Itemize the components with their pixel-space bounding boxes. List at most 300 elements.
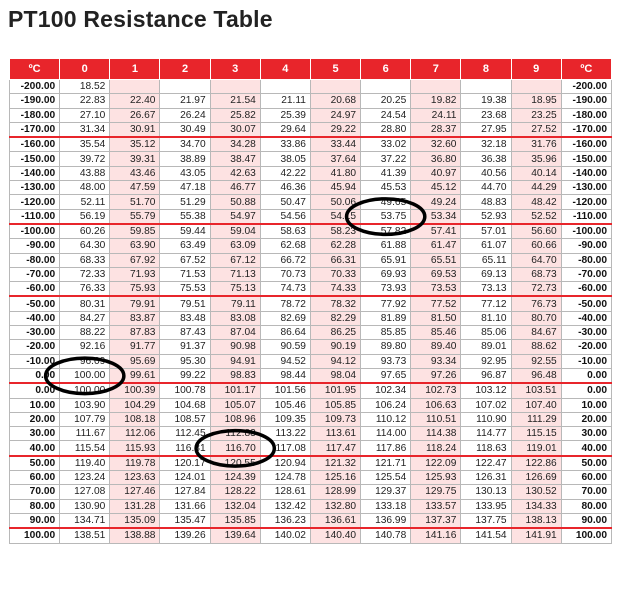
table-row (10, 253, 612, 267)
resistance-cell: 85.85 (361, 326, 411, 340)
table-row (10, 94, 612, 108)
resistance-cell: 128.99 (310, 485, 360, 499)
resistance-cell: 37.64 (310, 152, 360, 166)
table-row (10, 195, 612, 209)
resistance-cell: 122.47 (461, 456, 511, 471)
row-temperature-label-right: -150.00 (561, 152, 611, 166)
resistance-cell: 103.90 (60, 398, 110, 412)
row-temperature-label: 10.00 (10, 398, 60, 412)
resistance-cell: 71.53 (160, 267, 210, 281)
resistance-cell: 84.27 (60, 311, 110, 325)
row-temperature-label-right: -30.00 (561, 326, 611, 340)
resistance-cell: 117.86 (361, 441, 411, 456)
row-temperature-label: 40.00 (10, 441, 60, 456)
table-row (10, 456, 612, 471)
resistance-cell: 40.56 (461, 166, 511, 180)
resistance-cell: 77.92 (361, 296, 411, 311)
row-temperature-label-right: -80.00 (561, 253, 611, 267)
page-title: PT100 Resistance Table (8, 6, 273, 32)
resistance-cell: 51.29 (160, 195, 210, 209)
resistance-cell: 96.87 (461, 368, 511, 383)
resistance-cell: 129.75 (411, 485, 461, 499)
row-temperature-label-right: 50.00 (561, 456, 611, 471)
row-temperature-label: -50.00 (10, 296, 60, 311)
resistance-cell: 108.18 (110, 412, 160, 426)
table-row (10, 239, 612, 253)
resistance-cell: 86.25 (310, 326, 360, 340)
resistance-cell: 106.24 (361, 398, 411, 412)
resistance-cell: 141.16 (411, 528, 461, 543)
resistance-cell: 111.67 (60, 427, 110, 441)
resistance-cell: 75.93 (110, 282, 160, 297)
resistance-cell: 115.54 (60, 441, 110, 456)
resistance-cell: 61.47 (411, 239, 461, 253)
resistance-cell: 88.22 (60, 326, 110, 340)
resistance-cell: 48.83 (461, 195, 511, 209)
resistance-cell: 30.07 (210, 122, 260, 137)
resistance-cell: 69.93 (361, 267, 411, 281)
resistance-cell: 69.13 (461, 267, 511, 281)
resistance-cell: 68.73 (511, 267, 561, 281)
resistance-cell: 94.52 (260, 354, 310, 368)
resistance-cell: 124.78 (260, 471, 310, 485)
resistance-cell (210, 80, 260, 94)
resistance-cell: 130.13 (461, 485, 511, 499)
resistance-cell: 116.70 (210, 441, 260, 456)
row-temperature-label: -100.00 (10, 224, 60, 239)
resistance-cell: 23.68 (461, 108, 511, 122)
resistance-cell: 120.17 (160, 456, 210, 471)
resistance-cell: 108.57 (160, 412, 210, 426)
resistance-cell: 24.11 (411, 108, 461, 122)
resistance-cell: 24.54 (361, 108, 411, 122)
resistance-cell: 100.39 (110, 383, 160, 398)
resistance-cell: 133.18 (361, 499, 411, 513)
resistance-cell: 109.35 (260, 412, 310, 426)
resistance-cell: 110.90 (461, 412, 511, 426)
resistance-cell: 86.64 (260, 326, 310, 340)
resistance-cell: 83.87 (110, 311, 160, 325)
row-temperature-label-right: -110.00 (561, 209, 611, 224)
resistance-cell: 60.26 (60, 224, 110, 239)
resistance-cell: 35.12 (110, 137, 160, 152)
resistance-cell: 124.01 (160, 471, 210, 485)
table-row (10, 340, 612, 354)
resistance-cell: 52.52 (511, 209, 561, 224)
table-row (10, 412, 612, 426)
resistance-cell: 81.50 (411, 311, 461, 325)
row-temperature-label-right: -50.00 (561, 296, 611, 311)
resistance-cell (461, 80, 511, 94)
row-temperature-label: -40.00 (10, 311, 60, 325)
resistance-cell: 96.48 (511, 368, 561, 383)
row-temperature-label-right: -60.00 (561, 282, 611, 297)
row-temperature-label: 20.00 (10, 412, 60, 426)
resistance-cell: 73.13 (461, 282, 511, 297)
row-temperature-label-right: -200.00 (561, 80, 611, 94)
resistance-cell: 71.93 (110, 267, 160, 281)
resistance-cell: 45.12 (411, 181, 461, 195)
resistance-cell: 117.47 (310, 441, 360, 456)
resistance-cell: 65.11 (461, 253, 511, 267)
resistance-cell: 97.26 (411, 368, 461, 383)
table-row (10, 311, 612, 325)
row-temperature-label: -150.00 (10, 152, 60, 166)
resistance-cell: 61.07 (461, 239, 511, 253)
resistance-cell: 128.22 (210, 485, 260, 499)
row-temperature-label: -160.00 (10, 137, 60, 152)
resistance-cell: 87.83 (110, 326, 160, 340)
header-cell-digit-5: 5 (310, 59, 360, 80)
resistance-cell: 107.40 (511, 398, 561, 412)
resistance-cell: 48.42 (511, 195, 561, 209)
resistance-cell: 80.31 (60, 296, 110, 311)
resistance-cell: 54.97 (210, 209, 260, 224)
table-row (10, 499, 612, 513)
resistance-cell: 141.91 (511, 528, 561, 543)
resistance-cell: 113.22 (260, 427, 310, 441)
row-temperature-label-right: -40.00 (561, 311, 611, 325)
resistance-cell: 79.91 (110, 296, 160, 311)
resistance-cell: 18.52 (60, 80, 110, 94)
resistance-cell: 29.22 (310, 122, 360, 137)
resistance-cell: 26.24 (160, 108, 210, 122)
table-row (10, 427, 612, 441)
row-temperature-label-right: -130.00 (561, 181, 611, 195)
resistance-cell: 36.80 (411, 152, 461, 166)
resistance-cell: 64.30 (60, 239, 110, 253)
resistance-cell: 50.47 (260, 195, 310, 209)
resistance-cell: 100.78 (160, 383, 210, 398)
row-temperature-label-right: 30.00 (561, 427, 611, 441)
resistance-cell: 103.51 (511, 383, 561, 398)
resistance-cell: 37.22 (361, 152, 411, 166)
row-temperature-label: 60.00 (10, 471, 60, 485)
table-row (10, 224, 612, 239)
row-temperature-label-right: 80.00 (561, 499, 611, 513)
resistance-cell: 62.68 (260, 239, 310, 253)
resistance-cell: 27.95 (461, 122, 511, 137)
resistance-cell: 30.91 (110, 122, 160, 137)
resistance-cell (361, 80, 411, 94)
resistance-table-container (9, 58, 612, 544)
header-cell-celsius: ºC (10, 59, 60, 80)
resistance-cell: 128.61 (260, 485, 310, 499)
row-temperature-label-right: 90.00 (561, 513, 611, 528)
row-temperature-label-right: -10.00 (561, 354, 611, 368)
resistance-cell: 73.93 (361, 282, 411, 297)
resistance-cell: 38.89 (160, 152, 210, 166)
resistance-cell: 34.70 (160, 137, 210, 152)
resistance-cell: 121.32 (310, 456, 360, 471)
resistance-cell: 105.46 (260, 398, 310, 412)
resistance-cell: 99.61 (110, 368, 160, 383)
resistance-cell: 90.59 (260, 340, 310, 354)
resistance-cell: 117.08 (260, 441, 310, 456)
resistance-cell: 87.04 (210, 326, 260, 340)
resistance-cell: 20.25 (361, 94, 411, 108)
resistance-cell: 102.73 (411, 383, 461, 398)
resistance-cell: 44.29 (511, 181, 561, 195)
resistance-cell (160, 80, 210, 94)
row-temperature-label-right: 60.00 (561, 471, 611, 485)
resistance-cell: 56.19 (60, 209, 110, 224)
resistance-cell: 90.19 (310, 340, 360, 354)
header-cell-digit-3: 3 (210, 59, 260, 80)
row-temperature-label: 80.00 (10, 499, 60, 513)
table-row (10, 181, 612, 195)
resistance-cell: 36.38 (461, 152, 511, 166)
resistance-cell: 91.37 (160, 340, 210, 354)
row-temperature-label-right: 70.00 (561, 485, 611, 499)
resistance-cell: 138.51 (60, 528, 110, 543)
resistance-cell: 81.10 (461, 311, 511, 325)
resistance-cell: 122.86 (511, 456, 561, 471)
row-temperature-label: 100.00 (10, 528, 60, 543)
resistance-cell: 52.11 (60, 195, 110, 209)
row-temperature-label: 50.00 (10, 456, 60, 471)
resistance-cell: 129.37 (361, 485, 411, 499)
table-row (10, 528, 612, 543)
resistance-cell: 76.73 (511, 296, 561, 311)
header-cell-digit-1: 1 (110, 59, 160, 80)
header-cell-digit-6: 6 (361, 59, 411, 80)
resistance-cell: 92.16 (60, 340, 110, 354)
resistance-cell: 54.15 (310, 209, 360, 224)
resistance-cell: 103.12 (461, 383, 511, 398)
row-temperature-label-right: 0.00 (561, 368, 611, 383)
resistance-cell: 67.52 (160, 253, 210, 267)
row-temperature-label-right: -20.00 (561, 340, 611, 354)
row-temperature-label-right: -160.00 (561, 137, 611, 152)
row-temperature-label-right: -100.00 (561, 224, 611, 239)
resistance-cell: 130.52 (511, 485, 561, 499)
table-row (10, 152, 612, 166)
row-temperature-label: -140.00 (10, 166, 60, 180)
resistance-cell: 57.01 (461, 224, 511, 239)
resistance-cell: 54.56 (260, 209, 310, 224)
resistance-cell: 114.00 (361, 427, 411, 441)
row-temperature-label: -10.00 (10, 354, 60, 368)
row-temperature-label: -20.00 (10, 340, 60, 354)
resistance-cell: 84.67 (511, 326, 561, 340)
row-temperature-label-right: -90.00 (561, 239, 611, 253)
resistance-cell: 140.78 (361, 528, 411, 543)
row-temperature-label-right: -120.00 (561, 195, 611, 209)
resistance-cell: 139.64 (210, 528, 260, 543)
resistance-cell: 47.18 (160, 181, 210, 195)
resistance-cell: 58.63 (260, 224, 310, 239)
resistance-cell: 125.93 (411, 471, 461, 485)
resistance-cell: 98.83 (210, 368, 260, 383)
resistance-cell: 70.33 (310, 267, 360, 281)
row-temperature-label: -80.00 (10, 253, 60, 267)
resistance-cell: 75.13 (210, 282, 260, 297)
header-cell-digit-0: 0 (60, 59, 110, 80)
resistance-cell: 132.80 (310, 499, 360, 513)
resistance-cell: 28.37 (411, 122, 461, 137)
table-row (10, 296, 612, 311)
resistance-cell: 112.83 (210, 427, 260, 441)
resistance-cell: 95.30 (160, 354, 210, 368)
resistance-cell: 27.52 (511, 122, 561, 137)
resistance-cell: 78.32 (310, 296, 360, 311)
resistance-cell: 105.85 (310, 398, 360, 412)
resistance-cell (110, 80, 160, 94)
resistance-cell: 24.97 (310, 108, 360, 122)
resistance-cell: 67.92 (110, 253, 160, 267)
resistance-cell: 60.66 (511, 239, 561, 253)
resistance-cell: 135.85 (210, 513, 260, 528)
resistance-cell: 91.77 (110, 340, 160, 354)
resistance-cell: 124.39 (210, 471, 260, 485)
resistance-cell: 39.72 (60, 152, 110, 166)
row-temperature-label-right: -70.00 (561, 267, 611, 281)
resistance-cell: 114.77 (461, 427, 511, 441)
resistance-cell: 47.59 (110, 181, 160, 195)
resistance-cell: 131.66 (160, 499, 210, 513)
row-temperature-label: -180.00 (10, 108, 60, 122)
resistance-cell: 121.71 (361, 456, 411, 471)
table-row (10, 267, 612, 281)
table-row (10, 354, 612, 368)
resistance-cell: 46.36 (260, 181, 310, 195)
resistance-cell: 33.86 (260, 137, 310, 152)
table-row (10, 80, 612, 94)
resistance-cell: 115.93 (110, 441, 160, 456)
header-cell-celsius: ºC (561, 59, 611, 80)
resistance-cell: 93.34 (411, 354, 461, 368)
resistance-cell: 92.55 (511, 354, 561, 368)
resistance-cell: 112.06 (110, 427, 160, 441)
resistance-cell: 131.28 (110, 499, 160, 513)
resistance-cell: 32.18 (461, 137, 511, 152)
resistance-cell: 119.40 (60, 456, 110, 471)
resistance-cell: 106.63 (411, 398, 461, 412)
table-row (10, 209, 612, 224)
resistance-cell: 122.09 (411, 456, 461, 471)
resistance-cell: 31.76 (511, 137, 561, 152)
row-temperature-label: 90.00 (10, 513, 60, 528)
resistance-cell: 22.40 (110, 94, 160, 108)
resistance-cell: 108.96 (210, 412, 260, 426)
resistance-cell: 43.05 (160, 166, 210, 180)
resistance-cell: 18.95 (511, 94, 561, 108)
resistance-cell: 74.73 (260, 282, 310, 297)
table-row (10, 441, 612, 456)
resistance-cell: 35.54 (60, 137, 110, 152)
row-temperature-label: -90.00 (10, 239, 60, 253)
resistance-cell: 98.04 (310, 368, 360, 383)
resistance-cell: 25.39 (260, 108, 310, 122)
resistance-cell: 110.12 (361, 412, 411, 426)
table-header (10, 59, 612, 80)
resistance-cell: 123.63 (110, 471, 160, 485)
resistance-cell: 74.33 (310, 282, 360, 297)
resistance-cell: 140.40 (310, 528, 360, 543)
resistance-cell: 140.02 (260, 528, 310, 543)
resistance-cell: 115.15 (511, 427, 561, 441)
resistance-cell: 19.82 (411, 94, 461, 108)
resistance-cell: 77.52 (411, 296, 461, 311)
header-cell-digit-8: 8 (461, 59, 511, 80)
resistance-cell: 137.37 (411, 513, 461, 528)
resistance-cell: 31.34 (60, 122, 110, 137)
resistance-cell: 111.29 (511, 412, 561, 426)
resistance-cell: 96.09 (60, 354, 110, 368)
resistance-cell: 21.54 (210, 94, 260, 108)
resistance-cell: 73.53 (411, 282, 461, 297)
resistance-cell: 118.24 (411, 441, 461, 456)
resistance-cell: 89.80 (361, 340, 411, 354)
row-temperature-label-right: 0.00 (561, 383, 611, 398)
header-row (10, 59, 612, 80)
resistance-cell: 63.09 (210, 239, 260, 253)
resistance-cell: 97.65 (361, 368, 411, 383)
resistance-cell: 72.73 (511, 282, 561, 297)
resistance-cell: 89.01 (461, 340, 511, 354)
resistance-cell: 120.94 (260, 456, 310, 471)
resistance-cell: 120.55 (210, 456, 260, 471)
resistance-cell: 69.53 (411, 267, 461, 281)
resistance-cell: 127.08 (60, 485, 110, 499)
resistance-cell: 134.71 (60, 513, 110, 528)
resistance-cell: 134.33 (511, 499, 561, 513)
resistance-cell: 80.70 (511, 311, 561, 325)
resistance-cell: 38.47 (210, 152, 260, 166)
header-cell-digit-4: 4 (260, 59, 310, 80)
row-temperature-label-right: 20.00 (561, 412, 611, 426)
resistance-cell: 137.75 (461, 513, 511, 528)
resistance-cell: 107.02 (461, 398, 511, 412)
row-temperature-label-right: 40.00 (561, 441, 611, 456)
resistance-cell: 55.38 (160, 209, 210, 224)
row-temperature-label: -60.00 (10, 282, 60, 297)
resistance-cell: 53.75 (361, 209, 411, 224)
resistance-cell: 70.73 (260, 267, 310, 281)
row-temperature-label: -30.00 (10, 326, 60, 340)
resistance-cell: 82.69 (260, 311, 310, 325)
resistance-cell: 85.46 (411, 326, 461, 340)
table-row (10, 122, 612, 137)
resistance-cell: 135.09 (110, 513, 160, 528)
resistance-cell: 138.13 (511, 513, 561, 528)
resistance-cell: 133.95 (461, 499, 511, 513)
resistance-cell: 53.34 (411, 209, 461, 224)
header-cell-digit-9: 9 (511, 59, 561, 80)
resistance-cell: 20.68 (310, 94, 360, 108)
row-temperature-label: 30.00 (10, 427, 60, 441)
resistance-cell: 32.60 (411, 137, 461, 152)
resistance-cell: 29.64 (260, 122, 310, 137)
resistance-cell: 126.69 (511, 471, 561, 485)
resistance-cell: 104.29 (110, 398, 160, 412)
resistance-cell: 133.57 (411, 499, 461, 513)
resistance-cell: 101.95 (310, 383, 360, 398)
resistance-cell: 79.51 (160, 296, 210, 311)
resistance-cell: 33.02 (361, 137, 411, 152)
resistance-cell: 50.88 (210, 195, 260, 209)
resistance-cell: 89.40 (411, 340, 461, 354)
resistance-cell: 101.56 (260, 383, 310, 398)
table-row (10, 485, 612, 499)
resistance-cell: 42.22 (260, 166, 310, 180)
resistance-cell: 38.05 (260, 152, 310, 166)
resistance-cell: 26.67 (110, 108, 160, 122)
table-row (10, 166, 612, 180)
resistance-cell: 107.79 (60, 412, 110, 426)
resistance-cell: 90.98 (210, 340, 260, 354)
